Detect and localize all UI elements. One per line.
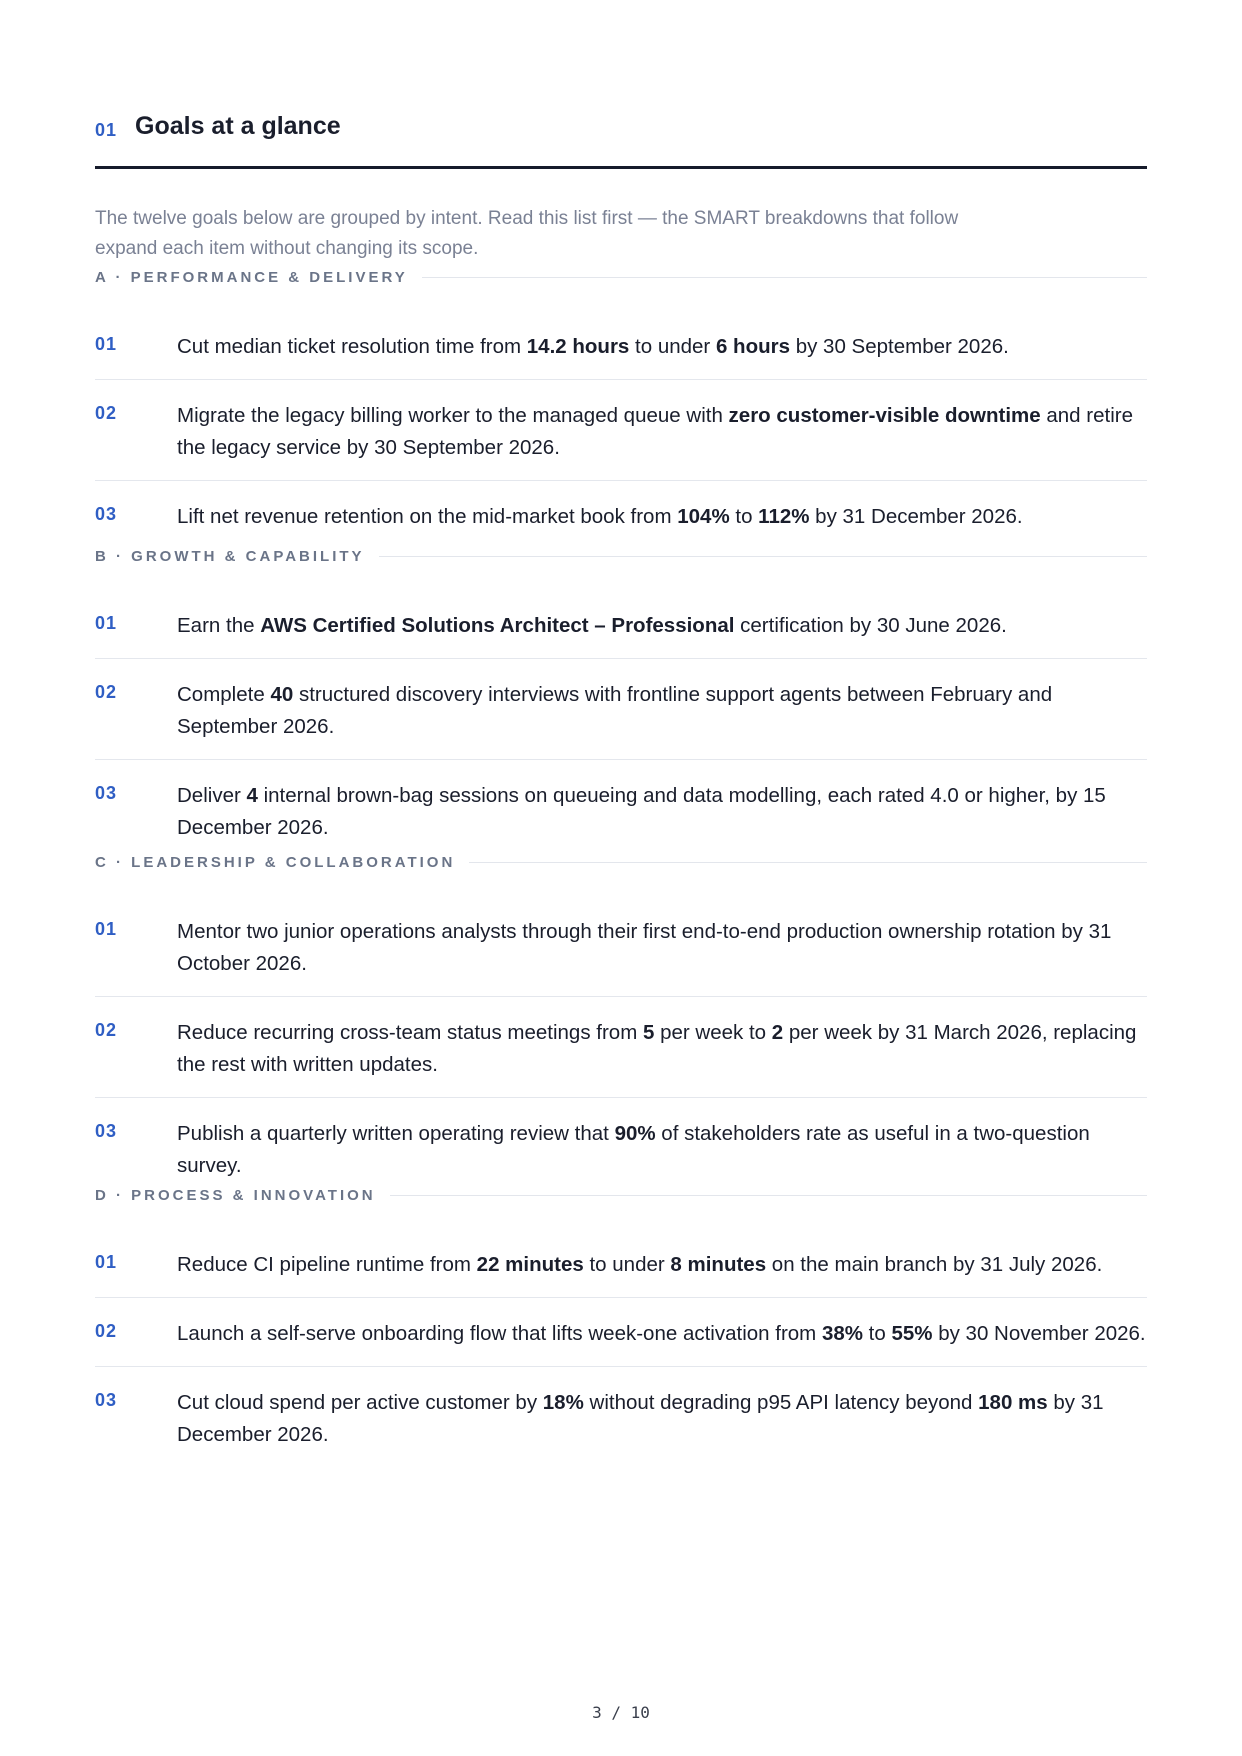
goal-text-run: by 30 September 2026. [790, 335, 1009, 358]
goal-text-run: by 31 December 2026. [809, 505, 1023, 528]
page-title: Goals at a glance [135, 112, 341, 140]
goal-number: 03 [95, 1390, 118, 1410]
goal-text [177, 400, 1147, 464]
goal-highlight: 104% [677, 505, 730, 528]
goal-highlight: 180 ms [978, 1391, 1048, 1414]
goal-number: 01 [95, 919, 118, 939]
goal-item [95, 590, 1147, 659]
goal-number: 01 [95, 613, 118, 633]
goal-text-run: Cut cloud spend per active customer by [177, 1391, 543, 1414]
goal-text-run: Reduce recurring cross-team status meetings from [177, 1021, 643, 1044]
goal-list [95, 311, 1147, 549]
goal-text [177, 1387, 1147, 1451]
goal-text-run: to [729, 505, 759, 528]
goal-item [95, 481, 1147, 549]
goal-text [177, 1118, 1147, 1182]
goal-section [95, 850, 1147, 1198]
section-label: B · GROWTH & CAPABILITY [95, 547, 365, 565]
goal-number: 03 [95, 783, 118, 803]
goal-text-run: to under [583, 1253, 671, 1276]
goal-text [177, 780, 1147, 844]
goal-list [95, 896, 1147, 1198]
goal-highlight: 8 minutes [670, 1253, 767, 1276]
goal-highlight: AWS Certified Solutions Architect – Professional [260, 614, 735, 637]
goal-text [177, 1017, 1147, 1081]
section-header [95, 1183, 1147, 1207]
goal-text-run: Mentor two junior operations analysts through their first end-to-end production ownership rotation by 31 October 2026. [177, 920, 1112, 975]
goal-highlight: 14.2 hours [526, 335, 630, 358]
goal-text-run: Reduce CI pipeline runtime from [177, 1253, 477, 1276]
intro-paragraph: The twelve goals below are grouped by intent. Read this list first — the SMART breakdowns that follow expand each item without changing its scope. [95, 208, 959, 259]
section-label: A · PERFORMANCE & DELIVERY [95, 268, 408, 286]
goal-text-run: Earn the [177, 614, 261, 637]
goal-number: 02 [95, 1321, 118, 1341]
goal-number: 01 [95, 1252, 118, 1272]
goal-section [95, 1183, 1147, 1467]
goal-text-run: on the main branch by 31 July 2026. [766, 1253, 1103, 1276]
goal-highlight: 4 [246, 784, 258, 807]
section-divider [469, 862, 1147, 863]
goal-text-run: to [862, 1322, 892, 1345]
goal-highlight: zero customer-visible downtime [728, 404, 1041, 427]
section-header [95, 850, 1147, 874]
goal-highlight: 2 [771, 1021, 784, 1044]
goal-number: 03 [95, 504, 118, 524]
goal-item [95, 659, 1147, 760]
section-divider [379, 556, 1147, 557]
goal-item [95, 896, 1147, 997]
section-heading [95, 108, 1147, 169]
goal-text-run: without degrading p95 API latency beyond [583, 1391, 979, 1414]
goal-list [95, 590, 1147, 860]
goal-text-run: by 31 December 2026. [177, 1391, 1104, 1446]
goal-text-run: of stakeholders rate as useful in a two-question survey. [177, 1122, 1090, 1177]
section-divider [390, 1195, 1147, 1196]
goal-highlight: 38% [821, 1322, 863, 1345]
goal-text-run: to under [629, 335, 716, 358]
goal-highlight: 40 [270, 683, 294, 706]
goal-text-run: and retire the legacy service by 30 September 2026. [177, 404, 1133, 459]
goal-number: 02 [95, 682, 118, 702]
goal-highlight: 90% [614, 1122, 656, 1145]
section-number: 01 [95, 120, 118, 140]
goal-text [177, 501, 1147, 533]
goal-text [177, 679, 1147, 743]
goal-text-run: per week to [654, 1021, 772, 1044]
goal-text [177, 1318, 1147, 1350]
goal-text-run: Migrate the legacy billing worker to the managed queue with [177, 404, 729, 427]
goal-text-run: Complete [177, 683, 271, 706]
goal-number: 03 [95, 1121, 118, 1141]
goal-text-run: internal brown-bag sessions on queueing and data modelling, each rated 4.0 or higher, by 15 December 2026. [177, 784, 1106, 839]
goal-highlight: 112% [758, 505, 810, 528]
goal-list [95, 1229, 1147, 1467]
goal-number: 02 [95, 1020, 118, 1040]
goal-text-run: by 30 November 2026. [932, 1322, 1146, 1345]
goal-item [95, 1229, 1147, 1298]
section-divider [422, 277, 1147, 278]
goal-item [95, 1367, 1147, 1467]
section-header [95, 265, 1147, 289]
goal-section [95, 544, 1147, 860]
goal-text [177, 331, 1147, 363]
goal-number: 02 [95, 403, 118, 423]
goal-text-run: per week by 31 March 2026, replacing the rest with written updates. [177, 1021, 1137, 1076]
section-header [95, 544, 1147, 568]
section-label: D · PROCESS & INNOVATION [95, 1186, 376, 1204]
goal-item [95, 997, 1147, 1098]
goal-item [95, 380, 1147, 481]
goal-highlight: 5 [642, 1021, 655, 1044]
goal-highlight: 6 hours [715, 335, 790, 358]
goal-item [95, 311, 1147, 380]
goal-highlight: 55% [891, 1322, 933, 1345]
goal-item [95, 760, 1147, 860]
goal-item [95, 1298, 1147, 1367]
goal-text-run: Deliver [177, 784, 247, 807]
goal-text-run: Cut median ticket resolution time from [177, 335, 527, 358]
goal-section [95, 265, 1147, 549]
goal-number: 01 [95, 334, 118, 354]
goal-text-run: certification by 30 June 2026. [734, 614, 1007, 637]
goal-text-run: structured discovery interviews with frontline support agents between February and September 2026. [177, 683, 1053, 738]
goal-highlight: 22 minutes [476, 1253, 584, 1276]
goal-text-run: Publish a quarterly written operating review that [177, 1122, 615, 1145]
goal-text-run: Launch a self-serve onboarding flow that lifts week-one activation from [177, 1322, 822, 1345]
goal-text-run: Lift net revenue retention on the mid-market book from [177, 505, 678, 528]
page-number: 3 / 10 [592, 1703, 650, 1722]
goal-text [177, 1249, 1147, 1281]
goal-highlight: 18% [542, 1391, 584, 1414]
section-label: C · LEADERSHIP & COLLABORATION [95, 853, 456, 871]
goal-text [177, 916, 1147, 980]
goal-text [177, 610, 1147, 642]
